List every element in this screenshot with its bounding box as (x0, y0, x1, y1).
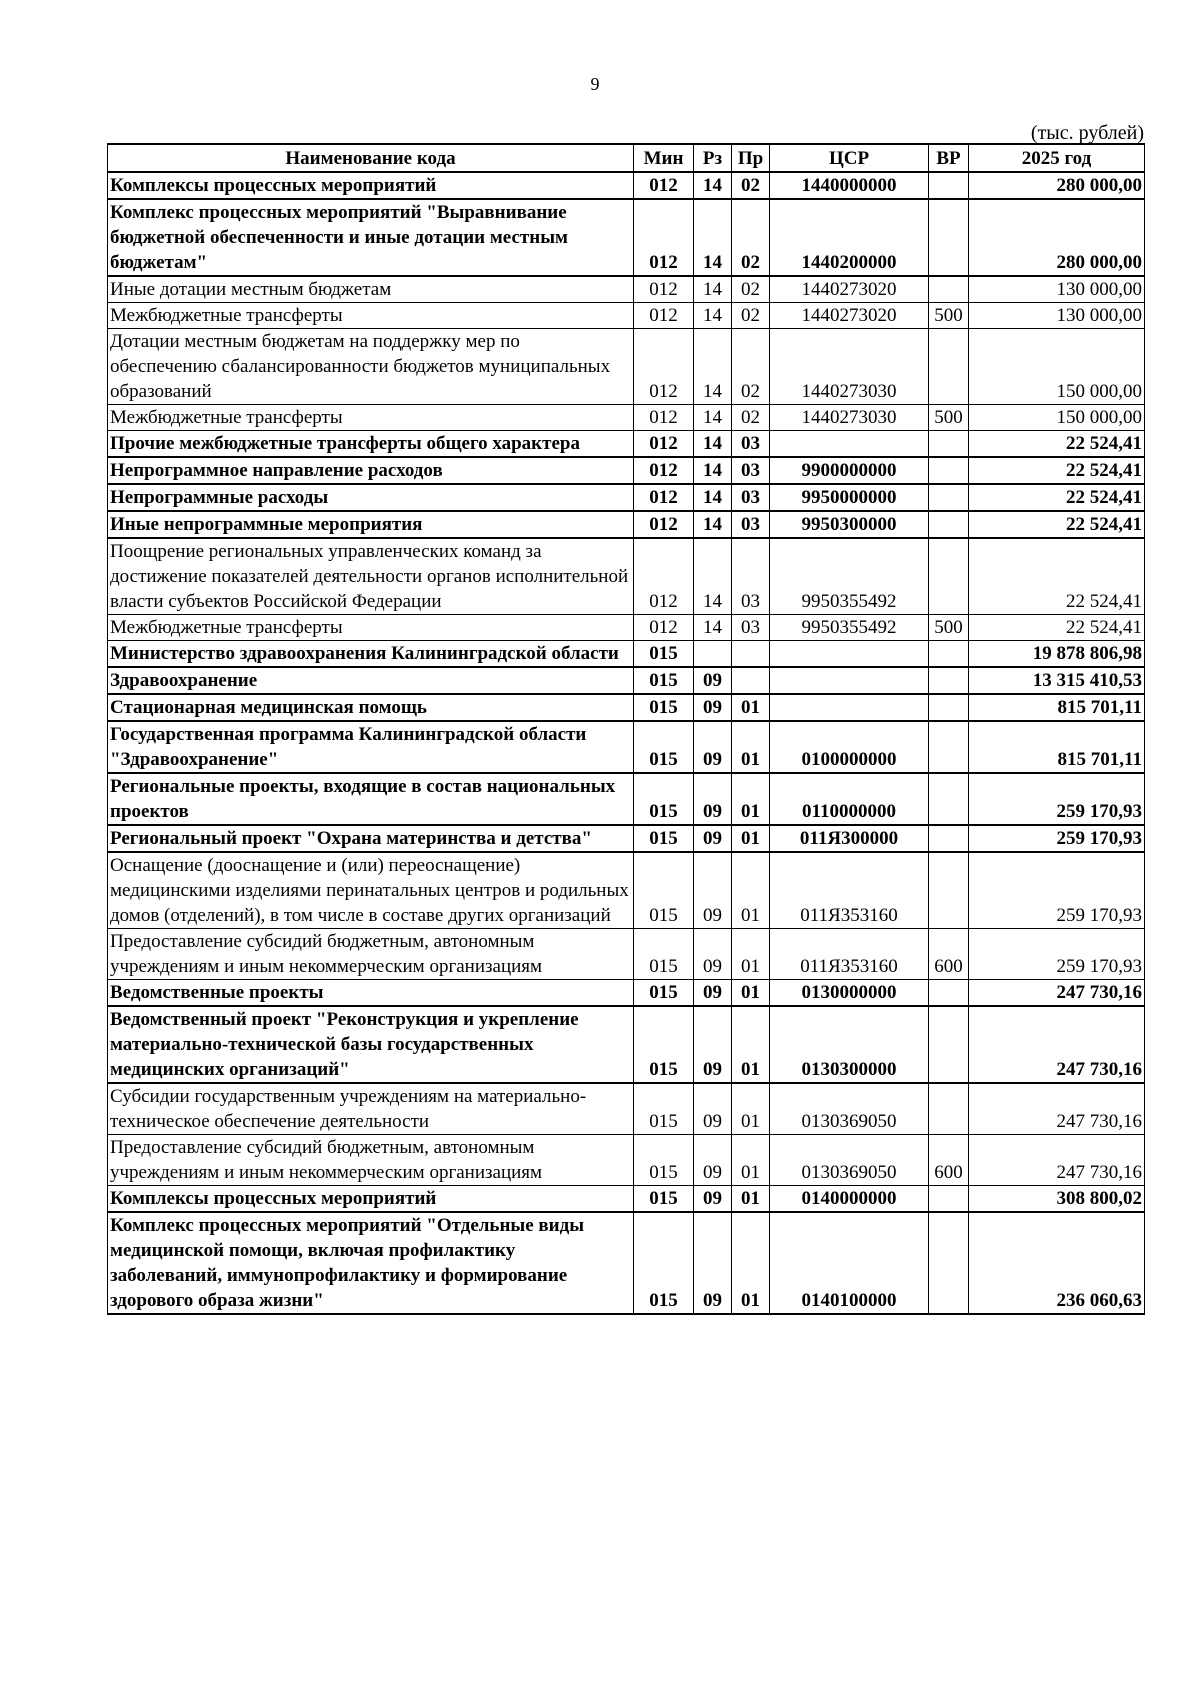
table-row (108, 773, 1145, 825)
cell-csr: 1440000000 (770, 172, 929, 199)
cell-rz: 09 (694, 721, 732, 773)
cell-amount: 247 730,16 (969, 1083, 1145, 1135)
cell-name: Ведомственные проекты (108, 980, 634, 1007)
cell-csr: 011Я353160 (770, 929, 929, 980)
cell-amount: 247 730,16 (969, 1135, 1145, 1186)
cell-vr (929, 276, 969, 303)
cell-pr: 01 (732, 929, 770, 980)
cell-name: Дотации местным бюджетам на поддержку мер по обеспечению сбалансированности бюджетов муниципальных образований (108, 329, 634, 405)
cell-pr: 01 (732, 852, 770, 929)
cell-rz: 14 (694, 405, 732, 431)
cell-rz: 09 (694, 667, 732, 694)
cell-amount: 130 000,00 (969, 276, 1145, 303)
cell-name: Ведомственный проект "Реконструкция и укрепление материально-технической базы государственных медицинских организаций" (108, 1006, 634, 1083)
header-name: Наименование кода (108, 144, 634, 172)
table-row (108, 721, 1145, 773)
cell-amount: 308 800,02 (969, 1186, 1145, 1213)
table-row (108, 980, 1145, 1007)
cell-pr: 01 (732, 980, 770, 1007)
cell-vr (929, 1006, 969, 1083)
cell-amount: 259 170,93 (969, 825, 1145, 852)
cell-vr: 500 (929, 405, 969, 431)
cell-rz: 09 (694, 852, 732, 929)
cell-min: 015 (634, 721, 694, 773)
cell-name: Комплекс процессных мероприятий "Выравнивание бюджетной обеспеченности и иные дотации местным бюджетам" (108, 199, 634, 276)
cell-csr (770, 431, 929, 458)
cell-name: Предоставление субсидий бюджетным, автономным учреждениям и иным некоммерческим организациям (108, 1135, 634, 1186)
table-row (108, 929, 1145, 980)
cell-rz: 14 (694, 484, 732, 511)
cell-pr: 02 (732, 405, 770, 431)
cell-min: 012 (634, 484, 694, 511)
cell-vr (929, 825, 969, 852)
cell-amount: 280 000,00 (969, 199, 1145, 276)
table-row (108, 199, 1145, 276)
table-row (108, 538, 1145, 615)
table-row (108, 1186, 1145, 1213)
cell-vr (929, 1083, 969, 1135)
cell-pr: 03 (732, 511, 770, 538)
cell-rz: 09 (694, 694, 732, 721)
table-row (108, 1083, 1145, 1135)
table-row (108, 694, 1145, 721)
table-row (108, 1006, 1145, 1083)
cell-vr (929, 172, 969, 199)
cell-name: Стационарная медицинская помощь (108, 694, 634, 721)
cell-csr: 0130000000 (770, 980, 929, 1007)
cell-rz: 14 (694, 199, 732, 276)
cell-csr (770, 694, 929, 721)
cell-min: 012 (634, 511, 694, 538)
cell-csr: 0130369050 (770, 1083, 929, 1135)
table-row (108, 484, 1145, 511)
cell-pr: 02 (732, 329, 770, 405)
cell-rz: 09 (694, 1083, 732, 1135)
cell-vr (929, 641, 969, 668)
cell-amount: 22 524,41 (969, 511, 1145, 538)
cell-min: 012 (634, 303, 694, 329)
cell-min: 015 (634, 1006, 694, 1083)
table-row (108, 1212, 1145, 1314)
cell-csr: 9950355492 (770, 538, 929, 615)
table-row (108, 431, 1145, 458)
cell-min: 015 (634, 694, 694, 721)
cell-min: 015 (634, 980, 694, 1007)
cell-csr: 0140100000 (770, 1212, 929, 1314)
cell-csr: 0140000000 (770, 1186, 929, 1213)
cell-vr: 600 (929, 1135, 969, 1186)
cell-vr (929, 980, 969, 1007)
table-body (108, 172, 1145, 1314)
table-row (108, 825, 1145, 852)
cell-name: Поощрение региональных управленческих команд за достижение показателей деятельности органов исполнительной власти субъектов Российской Федерации (108, 538, 634, 615)
cell-pr: 03 (732, 457, 770, 484)
cell-rz: 14 (694, 172, 732, 199)
cell-vr (929, 773, 969, 825)
cell-amount: 280 000,00 (969, 172, 1145, 199)
budget-table (107, 143, 1145, 1315)
cell-rz: 09 (694, 1135, 732, 1186)
table-header-row (108, 144, 1145, 172)
cell-rz: 14 (694, 511, 732, 538)
table-row (108, 641, 1145, 668)
cell-pr: 01 (732, 825, 770, 852)
cell-min: 015 (634, 667, 694, 694)
table-row (108, 1135, 1145, 1186)
cell-csr: 1440273030 (770, 329, 929, 405)
cell-name: Оснащение (дооснащение и (или) переоснащение) медицинскими изделиями перинатальных центров и родильных домов (отделений), в том числе в составе других организаций (108, 852, 634, 929)
cell-rz: 14 (694, 303, 732, 329)
cell-vr (929, 457, 969, 484)
cell-rz: 14 (694, 431, 732, 458)
cell-vr: 600 (929, 929, 969, 980)
cell-amount: 22 524,41 (969, 615, 1145, 641)
cell-pr: 03 (732, 484, 770, 511)
cell-pr: 02 (732, 172, 770, 199)
cell-min: 015 (634, 1083, 694, 1135)
cell-csr: 1440200000 (770, 199, 929, 276)
table-row (108, 615, 1145, 641)
cell-min: 012 (634, 172, 694, 199)
header-min: Мин (634, 144, 694, 172)
header-pr: Пр (732, 144, 770, 172)
cell-vr (929, 431, 969, 458)
cell-pr: 02 (732, 199, 770, 276)
cell-csr: 0130369050 (770, 1135, 929, 1186)
cell-name: Комплексы процессных мероприятий (108, 1186, 634, 1213)
cell-name: Иные дотации местным бюджетам (108, 276, 634, 303)
cell-pr: 01 (732, 773, 770, 825)
cell-pr: 01 (732, 1212, 770, 1314)
cell-csr: 9950355492 (770, 615, 929, 641)
cell-min: 012 (634, 199, 694, 276)
table-row (108, 667, 1145, 694)
cell-min: 015 (634, 825, 694, 852)
cell-rz: 09 (694, 1006, 732, 1083)
table-row (108, 276, 1145, 303)
cell-vr (929, 329, 969, 405)
cell-rz: 14 (694, 457, 732, 484)
cell-name: Субсидии государственным учреждениям на материально-техническое обеспечение деятельности (108, 1083, 634, 1135)
cell-rz: 09 (694, 773, 732, 825)
cell-pr: 01 (732, 721, 770, 773)
cell-name: Межбюджетные трансферты (108, 615, 634, 641)
cell-name: Непрограммное направление расходов (108, 457, 634, 484)
cell-vr (929, 721, 969, 773)
cell-name: Региональные проекты, входящие в состав национальных проектов (108, 773, 634, 825)
cell-pr: 02 (732, 303, 770, 329)
cell-csr: 9900000000 (770, 457, 929, 484)
cell-rz: 09 (694, 980, 732, 1007)
cell-name: Министерство здравоохранения Калининградской области (108, 641, 634, 668)
cell-pr: 01 (732, 1006, 770, 1083)
cell-min: 012 (634, 457, 694, 484)
cell-amount: 19 878 806,98 (969, 641, 1145, 668)
cell-csr (770, 667, 929, 694)
table-row (108, 852, 1145, 929)
cell-amount: 236 060,63 (969, 1212, 1145, 1314)
cell-pr: 01 (732, 694, 770, 721)
cell-vr (929, 199, 969, 276)
cell-pr: 03 (732, 431, 770, 458)
cell-min: 015 (634, 773, 694, 825)
cell-name: Здравоохранение (108, 667, 634, 694)
cell-pr: 02 (732, 276, 770, 303)
cell-csr: 1440273020 (770, 303, 929, 329)
cell-csr: 0110000000 (770, 773, 929, 825)
cell-rz: 09 (694, 825, 732, 852)
cell-min: 015 (634, 1212, 694, 1314)
cell-amount: 247 730,16 (969, 980, 1145, 1007)
cell-rz: 14 (694, 276, 732, 303)
cell-pr (732, 667, 770, 694)
units-label: (тыс. рублей) (1030, 122, 1144, 144)
cell-amount: 259 170,93 (969, 929, 1145, 980)
cell-rz: 09 (694, 929, 732, 980)
cell-vr (929, 852, 969, 929)
cell-name: Предоставление субсидий бюджетным, автономным учреждениям и иным некоммерческим организациям (108, 929, 634, 980)
table-row (108, 172, 1145, 199)
header-rz: Рз (694, 144, 732, 172)
cell-pr: 01 (732, 1083, 770, 1135)
cell-csr (770, 641, 929, 668)
cell-pr: 03 (732, 538, 770, 615)
table-row (108, 329, 1145, 405)
header-vr: ВР (929, 144, 969, 172)
cell-amount: 13 315 410,53 (969, 667, 1145, 694)
cell-vr (929, 667, 969, 694)
cell-pr (732, 641, 770, 668)
cell-name: Комплекс процессных мероприятий "Отдельные виды медицинской помощи, включая профилактику заболеваний, иммунопрофилактику и формирование здорового образа жизни" (108, 1212, 634, 1314)
cell-vr (929, 484, 969, 511)
cell-min: 015 (634, 852, 694, 929)
cell-amount: 22 524,41 (969, 457, 1145, 484)
cell-pr: 01 (732, 1186, 770, 1213)
cell-csr: 9950300000 (770, 511, 929, 538)
cell-min: 015 (634, 929, 694, 980)
cell-amount: 247 730,16 (969, 1006, 1145, 1083)
cell-csr: 011Я353160 (770, 852, 929, 929)
table-row (108, 405, 1145, 431)
cell-name: Межбюджетные трансферты (108, 303, 634, 329)
cell-min: 012 (634, 329, 694, 405)
header-amount: 2025 год (969, 144, 1145, 172)
cell-csr: 0100000000 (770, 721, 929, 773)
cell-min: 015 (634, 1135, 694, 1186)
table-row (108, 511, 1145, 538)
cell-rz (694, 641, 732, 668)
cell-csr: 011Я300000 (770, 825, 929, 852)
cell-rz: 09 (694, 1212, 732, 1314)
cell-name: Иные непрограммные мероприятия (108, 511, 634, 538)
cell-min: 012 (634, 405, 694, 431)
cell-name: Комплексы процессных мероприятий (108, 172, 634, 199)
cell-vr (929, 1212, 969, 1314)
cell-amount: 259 170,93 (969, 852, 1145, 929)
cell-name: Межбюджетные трансферты (108, 405, 634, 431)
cell-name: Региональный проект "Охрана материнства и детства" (108, 825, 634, 852)
cell-amount: 130 000,00 (969, 303, 1145, 329)
cell-vr: 500 (929, 615, 969, 641)
cell-amount: 150 000,00 (969, 405, 1145, 431)
cell-min: 012 (634, 538, 694, 615)
cell-vr (929, 694, 969, 721)
cell-csr: 1440273020 (770, 276, 929, 303)
cell-rz: 09 (694, 1186, 732, 1213)
header-csr: ЦСР (770, 144, 929, 172)
cell-amount: 22 524,41 (969, 538, 1145, 615)
cell-name: Государственная программа Калининградской области "Здравоохранение" (108, 721, 634, 773)
cell-amount: 22 524,41 (969, 484, 1145, 511)
cell-pr: 01 (732, 1135, 770, 1186)
cell-min: 012 (634, 615, 694, 641)
cell-pr: 03 (732, 615, 770, 641)
cell-amount: 150 000,00 (969, 329, 1145, 405)
page-number: 9 (590, 74, 600, 94)
table-row (108, 303, 1145, 329)
cell-amount: 22 524,41 (969, 431, 1145, 458)
cell-amount: 259 170,93 (969, 773, 1145, 825)
cell-name: Прочие межбюджетные трансферты общего характера (108, 431, 634, 458)
table-row (108, 457, 1145, 484)
cell-rz: 14 (694, 329, 732, 405)
cell-min: 012 (634, 431, 694, 458)
cell-vr: 500 (929, 303, 969, 329)
cell-min: 015 (634, 1186, 694, 1213)
cell-vr (929, 538, 969, 615)
cell-name: Непрограммные расходы (108, 484, 634, 511)
cell-amount: 815 701,11 (969, 694, 1145, 721)
cell-csr: 0130300000 (770, 1006, 929, 1083)
cell-min: 012 (634, 276, 694, 303)
cell-amount: 815 701,11 (969, 721, 1145, 773)
cell-rz: 14 (694, 615, 732, 641)
cell-vr (929, 1186, 969, 1213)
cell-csr: 9950000000 (770, 484, 929, 511)
cell-min: 015 (634, 641, 694, 668)
cell-vr (929, 511, 969, 538)
cell-rz: 14 (694, 538, 732, 615)
cell-csr: 1440273030 (770, 405, 929, 431)
